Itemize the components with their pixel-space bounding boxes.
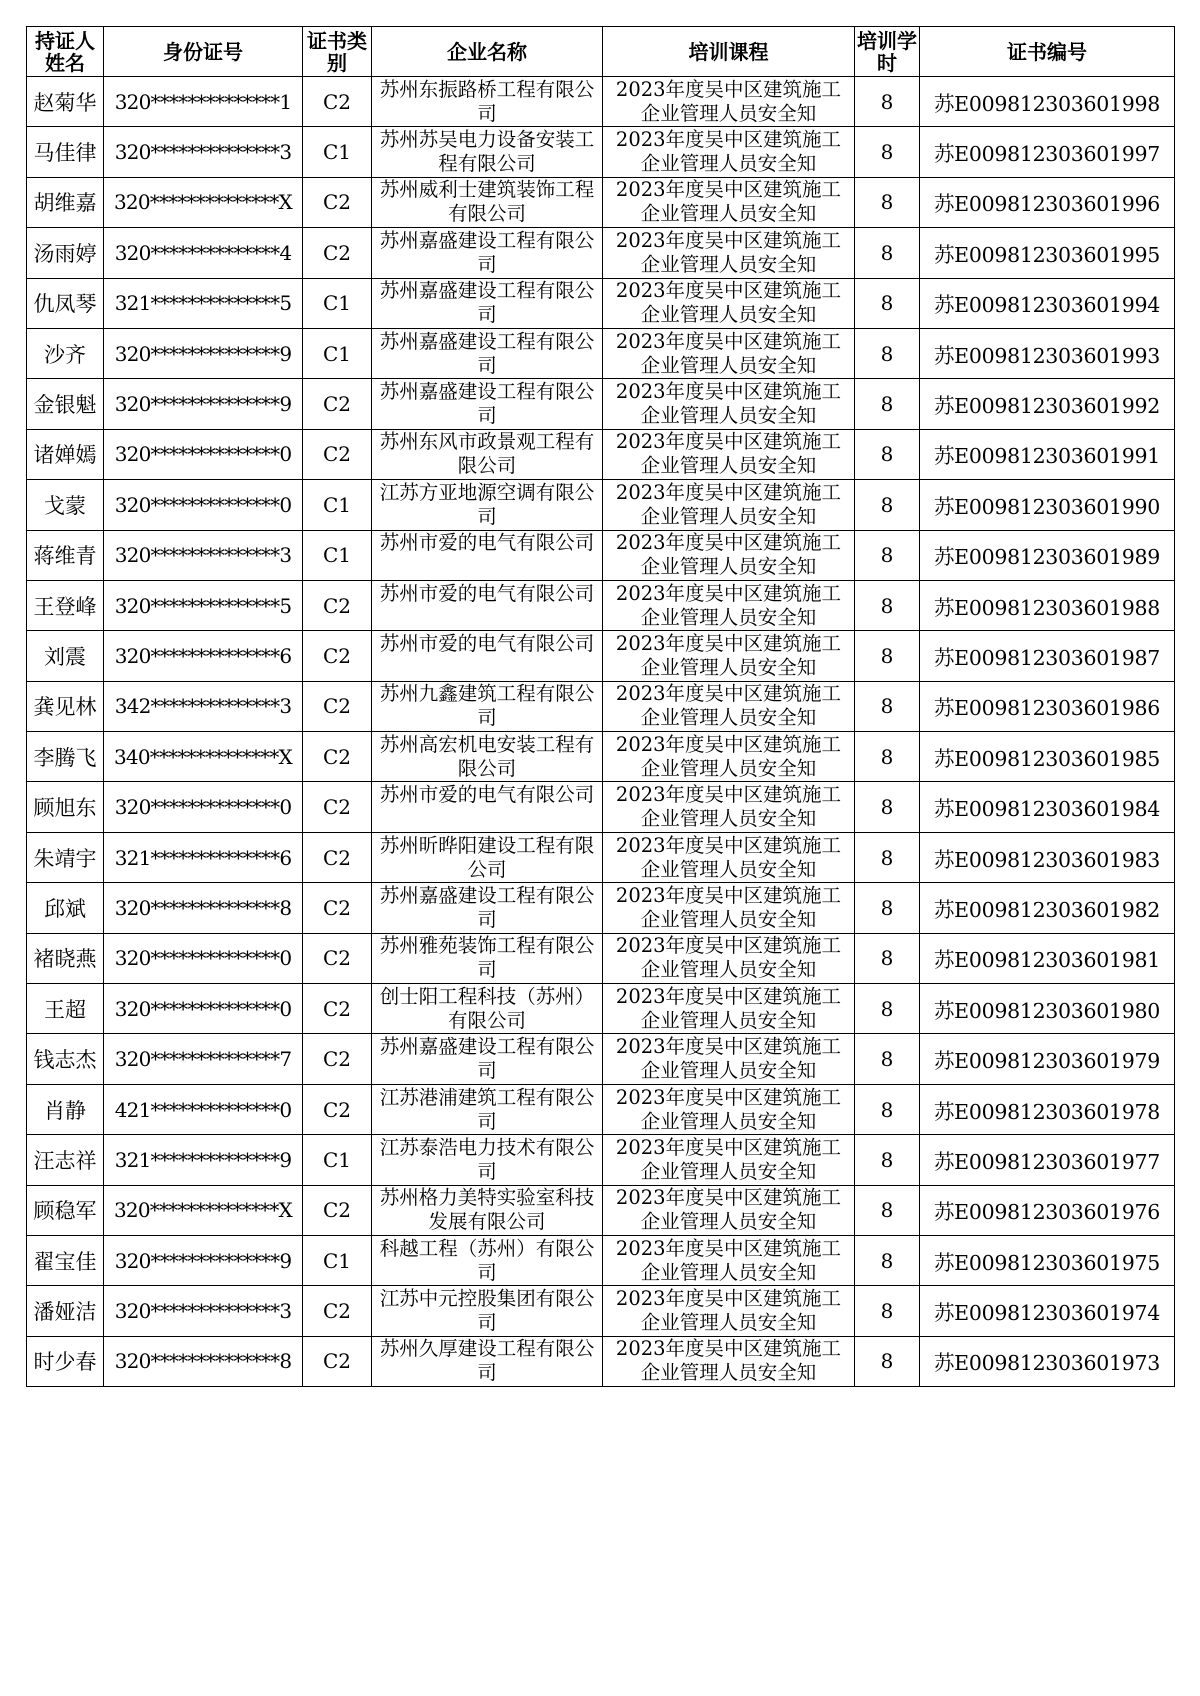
company-cell-text: 苏州格力美特实验室科技发展有限公司 xyxy=(379,1186,595,1234)
table-row xyxy=(27,1185,1175,1235)
company-cell-text: 苏州嘉盛建设工程有限公司 xyxy=(379,329,595,377)
id-number-cell: 320**************9 xyxy=(104,1235,303,1285)
company-cell xyxy=(372,228,603,278)
course-cell-text: 2023年度吴中区建筑施工企业管理人员安全知 xyxy=(615,430,842,478)
course-cell xyxy=(603,832,855,882)
course-cell xyxy=(603,1286,855,1336)
table-row xyxy=(27,480,1175,530)
cert-number-cell: 苏E009812303601997 xyxy=(920,127,1175,177)
header-id-number: 身份证号 xyxy=(104,27,303,77)
course-cell-text: 2023年度吴中区建筑施工企业管理人员安全知 xyxy=(615,380,842,428)
cert-number-cell: 苏E009812303601982 xyxy=(920,883,1175,933)
course-cell-text: 2023年度吴中区建筑施工企业管理人员安全知 xyxy=(615,178,842,226)
cert-category-cell: C2 xyxy=(303,732,372,782)
course-cell xyxy=(603,480,855,530)
cert-number-cell: 苏E009812303601985 xyxy=(920,732,1175,782)
course-cell-text: 2023年度吴中区建筑施工企业管理人员安全知 xyxy=(615,631,842,679)
company-cell-text: 苏州雅苑装饰工程有限公司 xyxy=(379,934,595,982)
table-row xyxy=(27,228,1175,278)
table-row xyxy=(27,832,1175,882)
course-cell xyxy=(603,530,855,580)
holder-name-cell: 朱靖宇 xyxy=(27,832,104,882)
company-cell-text: 苏州威利士建筑装饰工程有限公司 xyxy=(379,178,595,226)
holder-name-cell: 潘娅洁 xyxy=(27,1286,104,1336)
holder-name-cell: 顾旭东 xyxy=(27,782,104,832)
company-cell xyxy=(372,379,603,429)
course-cell xyxy=(603,228,855,278)
id-number-cell: 340**************X xyxy=(104,732,303,782)
certificate-table xyxy=(26,26,1175,1387)
id-number-cell: 320**************3 xyxy=(104,1286,303,1336)
company-cell xyxy=(372,77,603,127)
cert-number-cell: 苏E009812303601983 xyxy=(920,832,1175,882)
course-cell-text: 2023年度吴中区建筑施工企业管理人员安全知 xyxy=(615,934,842,982)
course-cell-text: 2023年度吴中区建筑施工企业管理人员安全知 xyxy=(615,581,842,629)
id-number-cell: 321**************5 xyxy=(104,278,303,328)
table-row xyxy=(27,530,1175,580)
header-row xyxy=(27,27,1175,77)
table-row xyxy=(27,681,1175,731)
id-number-cell: 320**************X xyxy=(104,1185,303,1235)
header-cert-number: 证书编号 xyxy=(920,27,1175,77)
hours-cell: 8 xyxy=(855,832,920,882)
cert-category-cell: C2 xyxy=(303,177,372,227)
cert-category-cell: C1 xyxy=(303,1235,372,1285)
company-cell-text: 苏州嘉盛建设工程有限公司 xyxy=(379,883,595,931)
company-cell-text: 苏州嘉盛建设工程有限公司 xyxy=(379,279,595,327)
hours-cell: 8 xyxy=(855,1034,920,1084)
cert-category-cell: C2 xyxy=(303,1185,372,1235)
course-cell xyxy=(603,1235,855,1285)
company-cell xyxy=(372,681,603,731)
hours-cell: 8 xyxy=(855,228,920,278)
holder-name-cell: 龚见林 xyxy=(27,681,104,731)
company-cell-text: 苏州九鑫建筑工程有限公司 xyxy=(379,682,595,730)
holder-name-cell: 汤雨婷 xyxy=(27,228,104,278)
table-row xyxy=(27,1135,1175,1185)
id-number-cell: 320**************3 xyxy=(104,127,303,177)
header-holder-name: 持证人姓名 xyxy=(27,27,104,77)
table-row xyxy=(27,984,1175,1034)
company-cell-text: 江苏中元控股集团有限公司 xyxy=(379,1287,595,1335)
company-cell xyxy=(372,1084,603,1134)
course-cell-text: 2023年度吴中区建筑施工企业管理人员安全知 xyxy=(615,783,842,831)
company-cell-text: 苏州市爱的电气有限公司 xyxy=(379,581,595,605)
hours-cell: 8 xyxy=(855,480,920,530)
company-cell-text: 苏州东振路桥工程有限公司 xyxy=(379,77,595,125)
cert-category-cell: C1 xyxy=(303,328,372,378)
cert-number-cell: 苏E009812303601989 xyxy=(920,530,1175,580)
cert-category-cell: C2 xyxy=(303,379,372,429)
course-cell-text: 2023年度吴中区建筑施工企业管理人员安全知 xyxy=(615,1135,842,1183)
hours-cell: 8 xyxy=(855,933,920,983)
cert-category-cell: C2 xyxy=(303,631,372,681)
id-number-cell: 342**************3 xyxy=(104,681,303,731)
company-cell-text: 苏州昕晔阳建设工程有限公司 xyxy=(379,833,595,881)
cert-number-cell: 苏E009812303601998 xyxy=(920,77,1175,127)
table-row xyxy=(27,278,1175,328)
cert-number-cell: 苏E009812303601978 xyxy=(920,1084,1175,1134)
company-cell-text: 苏州苏吴电力设备安装工程有限公司 xyxy=(379,128,595,176)
company-cell xyxy=(372,177,603,227)
course-cell-text: 2023年度吴中区建筑施工企业管理人员安全知 xyxy=(615,1186,842,1234)
hours-cell: 8 xyxy=(855,681,920,731)
hours-cell: 8 xyxy=(855,984,920,1034)
course-cell-text: 2023年度吴中区建筑施工企业管理人员安全知 xyxy=(615,883,842,931)
cert-category-cell: C1 xyxy=(303,1135,372,1185)
course-cell xyxy=(603,278,855,328)
hours-cell: 8 xyxy=(855,1185,920,1235)
cert-category-cell: C2 xyxy=(303,1084,372,1134)
hours-cell: 8 xyxy=(855,429,920,479)
course-cell xyxy=(603,177,855,227)
course-cell-text: 2023年度吴中区建筑施工企业管理人员安全知 xyxy=(615,1035,842,1083)
course-cell xyxy=(603,1084,855,1134)
holder-name-cell: 邱斌 xyxy=(27,883,104,933)
company-cell-text: 江苏泰浩电力技术有限公司 xyxy=(379,1135,595,1183)
company-cell xyxy=(372,832,603,882)
course-cell-text: 2023年度吴中区建筑施工企业管理人员安全知 xyxy=(615,1287,842,1335)
hours-cell: 8 xyxy=(855,631,920,681)
cert-number-cell: 苏E009812303601988 xyxy=(920,580,1175,630)
course-cell-text: 2023年度吴中区建筑施工企业管理人员安全知 xyxy=(615,329,842,377)
course-cell xyxy=(603,77,855,127)
cert-number-cell: 苏E009812303601995 xyxy=(920,228,1175,278)
hours-cell: 8 xyxy=(855,1135,920,1185)
hours-cell: 8 xyxy=(855,127,920,177)
company-cell xyxy=(372,1235,603,1285)
table-row xyxy=(27,177,1175,227)
hours-cell: 8 xyxy=(855,177,920,227)
company-cell xyxy=(372,480,603,530)
course-cell-text: 2023年度吴中区建筑施工企业管理人员安全知 xyxy=(615,128,842,176)
table-row xyxy=(27,1286,1175,1336)
cert-category-cell: C2 xyxy=(303,429,372,479)
course-cell-text: 2023年度吴中区建筑施工企业管理人员安全知 xyxy=(615,732,842,780)
holder-name-cell: 时少春 xyxy=(27,1336,104,1386)
cert-number-cell: 苏E009812303601994 xyxy=(920,278,1175,328)
holder-name-cell: 汪志祥 xyxy=(27,1135,104,1185)
company-cell xyxy=(372,732,603,782)
header-company: 企业名称 xyxy=(372,27,603,77)
id-number-cell: 421**************0 xyxy=(104,1084,303,1134)
holder-name-cell: 顾稳军 xyxy=(27,1185,104,1235)
course-cell xyxy=(603,429,855,479)
table-row xyxy=(27,782,1175,832)
cert-category-cell: C2 xyxy=(303,984,372,1034)
course-cell xyxy=(603,933,855,983)
hours-cell: 8 xyxy=(855,77,920,127)
company-cell xyxy=(372,782,603,832)
company-cell xyxy=(372,631,603,681)
id-number-cell: 320**************0 xyxy=(104,782,303,832)
hours-cell: 8 xyxy=(855,1286,920,1336)
cert-number-cell: 苏E009812303601984 xyxy=(920,782,1175,832)
course-cell xyxy=(603,1185,855,1235)
course-cell xyxy=(603,984,855,1034)
course-cell xyxy=(603,328,855,378)
cert-category-cell: C2 xyxy=(303,832,372,882)
table-row xyxy=(27,580,1175,630)
cert-number-cell: 苏E009812303601992 xyxy=(920,379,1175,429)
table-row xyxy=(27,1084,1175,1134)
course-cell-text: 2023年度吴中区建筑施工企业管理人员安全知 xyxy=(615,833,842,881)
course-cell xyxy=(603,1135,855,1185)
course-cell xyxy=(603,1336,855,1386)
holder-name-cell: 王超 xyxy=(27,984,104,1034)
id-number-cell: 320**************7 xyxy=(104,1034,303,1084)
id-number-cell: 320**************0 xyxy=(104,933,303,983)
hours-cell: 8 xyxy=(855,379,920,429)
holder-name-cell: 肖静 xyxy=(27,1084,104,1134)
holder-name-cell: 沙齐 xyxy=(27,328,104,378)
hours-cell: 8 xyxy=(855,580,920,630)
company-cell xyxy=(372,278,603,328)
holder-name-cell: 褚晓燕 xyxy=(27,933,104,983)
cert-number-cell: 苏E009812303601986 xyxy=(920,681,1175,731)
hours-cell: 8 xyxy=(855,328,920,378)
holder-name-cell: 翟宝佳 xyxy=(27,1235,104,1285)
cert-number-cell: 苏E009812303601991 xyxy=(920,429,1175,479)
company-cell-text: 苏州久厚建设工程有限公司 xyxy=(379,1337,595,1385)
cert-number-cell: 苏E009812303601976 xyxy=(920,1185,1175,1235)
company-cell xyxy=(372,984,603,1034)
company-cell-text: 苏州嘉盛建设工程有限公司 xyxy=(379,1035,595,1083)
holder-name-cell: 胡维嘉 xyxy=(27,177,104,227)
company-cell xyxy=(372,883,603,933)
cert-number-cell: 苏E009812303601974 xyxy=(920,1286,1175,1336)
id-number-cell: 320**************0 xyxy=(104,480,303,530)
id-number-cell: 320**************5 xyxy=(104,580,303,630)
company-cell xyxy=(372,328,603,378)
id-number-cell: 320**************0 xyxy=(104,984,303,1034)
cert-number-cell: 苏E009812303601981 xyxy=(920,933,1175,983)
company-cell xyxy=(372,933,603,983)
hours-cell: 8 xyxy=(855,782,920,832)
holder-name-cell: 钱志杰 xyxy=(27,1034,104,1084)
id-number-cell: 320**************4 xyxy=(104,228,303,278)
holder-name-cell: 刘震 xyxy=(27,631,104,681)
cert-number-cell: 苏E009812303601987 xyxy=(920,631,1175,681)
hours-cell: 8 xyxy=(855,1084,920,1134)
cert-category-cell: C1 xyxy=(303,127,372,177)
holder-name-cell: 仇凤琴 xyxy=(27,278,104,328)
table-row xyxy=(27,379,1175,429)
cert-number-cell: 苏E009812303601979 xyxy=(920,1034,1175,1084)
id-number-cell: 320**************6 xyxy=(104,631,303,681)
table-row xyxy=(27,631,1175,681)
company-cell xyxy=(372,127,603,177)
company-cell-text: 苏州嘉盛建设工程有限公司 xyxy=(379,380,595,428)
header-cert-category: 证书类别 xyxy=(303,27,372,77)
company-cell-text: 苏州市爱的电气有限公司 xyxy=(379,631,595,655)
company-cell-text: 苏州市爱的电气有限公司 xyxy=(379,531,595,555)
cert-number-cell: 苏E009812303601975 xyxy=(920,1235,1175,1285)
course-cell-text: 2023年度吴中区建筑施工企业管理人员安全知 xyxy=(615,1236,842,1284)
cert-category-cell: C1 xyxy=(303,530,372,580)
hours-cell: 8 xyxy=(855,883,920,933)
table-row xyxy=(27,883,1175,933)
holder-name-cell: 戈蒙 xyxy=(27,480,104,530)
course-cell xyxy=(603,1034,855,1084)
company-cell-text: 苏州东风市政景观工程有限公司 xyxy=(379,430,595,478)
course-cell xyxy=(603,631,855,681)
table-row xyxy=(27,1336,1175,1386)
cert-number-cell: 苏E009812303601977 xyxy=(920,1135,1175,1185)
holder-name-cell: 赵菊华 xyxy=(27,77,104,127)
table-row xyxy=(27,429,1175,479)
holder-name-cell: 蒋维青 xyxy=(27,530,104,580)
cert-number-cell: 苏E009812303601973 xyxy=(920,1336,1175,1386)
table-row xyxy=(27,328,1175,378)
table-row xyxy=(27,77,1175,127)
company-cell xyxy=(372,1135,603,1185)
holder-name-cell: 金银魁 xyxy=(27,379,104,429)
course-cell xyxy=(603,883,855,933)
holder-name-cell: 诸婵嫣 xyxy=(27,429,104,479)
cert-number-cell: 苏E009812303601990 xyxy=(920,480,1175,530)
company-cell-text: 科越工程（苏州）有限公司 xyxy=(379,1236,595,1284)
table-row xyxy=(27,1034,1175,1084)
table-row xyxy=(27,1235,1175,1285)
company-cell xyxy=(372,1034,603,1084)
company-cell-text: 苏州高宏机电安装工程有限公司 xyxy=(379,732,595,780)
company-cell-text: 创士阳工程科技（苏州）有限公司 xyxy=(379,984,595,1032)
course-cell-text: 2023年度吴中区建筑施工企业管理人员安全知 xyxy=(615,1085,842,1133)
id-number-cell: 320**************9 xyxy=(104,379,303,429)
course-cell-text: 2023年度吴中区建筑施工企业管理人员安全知 xyxy=(615,228,842,276)
course-cell-text: 2023年度吴中区建筑施工企业管理人员安全知 xyxy=(615,480,842,528)
hours-cell: 8 xyxy=(855,278,920,328)
company-cell xyxy=(372,1286,603,1336)
course-cell-text: 2023年度吴中区建筑施工企业管理人员安全知 xyxy=(615,279,842,327)
holder-name-cell: 李腾飞 xyxy=(27,732,104,782)
id-number-cell: 320**************X xyxy=(104,177,303,227)
cert-category-cell: C2 xyxy=(303,933,372,983)
cert-category-cell: C2 xyxy=(303,228,372,278)
course-cell-text: 2023年度吴中区建筑施工企业管理人员安全知 xyxy=(615,1337,842,1385)
header-hours: 培训学时 xyxy=(855,27,920,77)
cert-category-cell: C2 xyxy=(303,1034,372,1084)
header-course: 培训课程 xyxy=(603,27,855,77)
cert-category-cell: C2 xyxy=(303,883,372,933)
hours-cell: 8 xyxy=(855,1336,920,1386)
cert-category-cell: C2 xyxy=(303,1336,372,1386)
id-number-cell: 320**************8 xyxy=(104,1336,303,1386)
course-cell-text: 2023年度吴中区建筑施工企业管理人员安全知 xyxy=(615,984,842,1032)
table-row xyxy=(27,127,1175,177)
id-number-cell: 320**************1 xyxy=(104,77,303,127)
company-cell-text: 江苏港浦建筑工程有限公司 xyxy=(379,1085,595,1133)
company-cell xyxy=(372,580,603,630)
id-number-cell: 321**************6 xyxy=(104,832,303,882)
company-cell-text: 江苏方亚地源空调有限公司 xyxy=(379,480,595,528)
company-cell xyxy=(372,1336,603,1386)
cert-category-cell: C1 xyxy=(303,278,372,328)
cert-category-cell: C1 xyxy=(303,480,372,530)
table-row xyxy=(27,732,1175,782)
company-cell xyxy=(372,530,603,580)
holder-name-cell: 王登峰 xyxy=(27,580,104,630)
course-cell xyxy=(603,580,855,630)
cert-category-cell: C2 xyxy=(303,1286,372,1336)
course-cell-text: 2023年度吴中区建筑施工企业管理人员安全知 xyxy=(615,531,842,579)
hours-cell: 8 xyxy=(855,1235,920,1285)
cert-number-cell: 苏E009812303601993 xyxy=(920,328,1175,378)
course-cell xyxy=(603,732,855,782)
id-number-cell: 320**************0 xyxy=(104,429,303,479)
id-number-cell: 320**************9 xyxy=(104,328,303,378)
company-cell-text: 苏州嘉盛建设工程有限公司 xyxy=(379,228,595,276)
company-cell xyxy=(372,429,603,479)
course-cell xyxy=(603,681,855,731)
course-cell xyxy=(603,127,855,177)
course-cell-text: 2023年度吴中区建筑施工企业管理人员安全知 xyxy=(615,77,842,125)
cert-category-cell: C2 xyxy=(303,681,372,731)
hours-cell: 8 xyxy=(855,732,920,782)
id-number-cell: 320**************3 xyxy=(104,530,303,580)
cert-number-cell: 苏E009812303601996 xyxy=(920,177,1175,227)
cert-number-cell: 苏E009812303601980 xyxy=(920,984,1175,1034)
id-number-cell: 321**************9 xyxy=(104,1135,303,1185)
hours-cell: 8 xyxy=(855,530,920,580)
company-cell-text: 苏州市爱的电气有限公司 xyxy=(379,783,595,807)
cert-category-cell: C2 xyxy=(303,580,372,630)
table-row xyxy=(27,933,1175,983)
id-number-cell: 320**************8 xyxy=(104,883,303,933)
holder-name-cell: 马佳律 xyxy=(27,127,104,177)
cert-category-cell: C2 xyxy=(303,782,372,832)
company-cell xyxy=(372,1185,603,1235)
course-cell xyxy=(603,782,855,832)
course-cell xyxy=(603,379,855,429)
cert-category-cell: C2 xyxy=(303,77,372,127)
course-cell-text: 2023年度吴中区建筑施工企业管理人员安全知 xyxy=(615,682,842,730)
